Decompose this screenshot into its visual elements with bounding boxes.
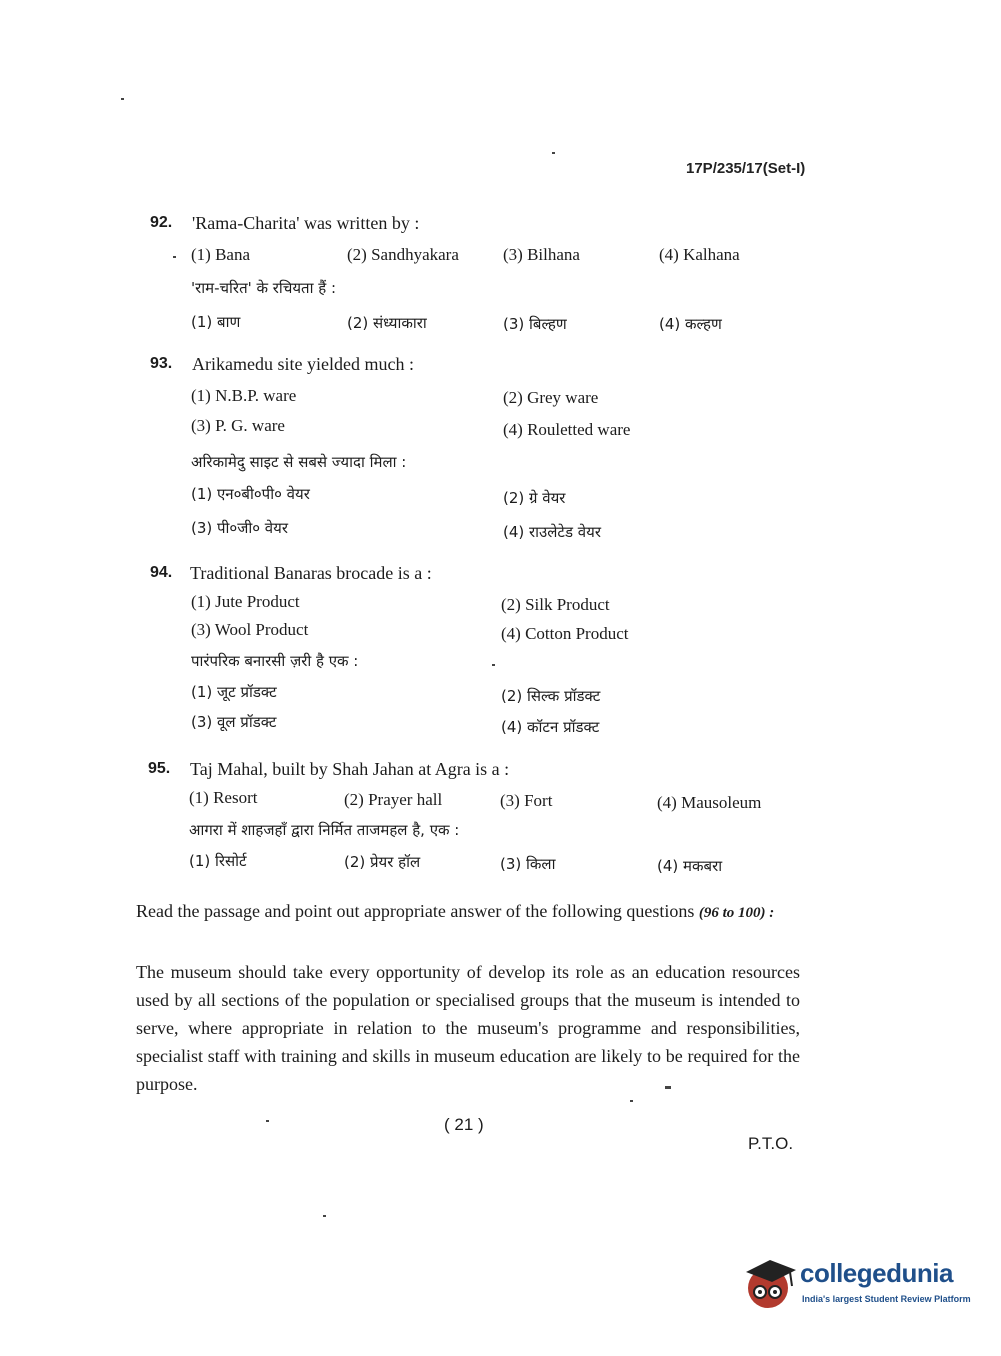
passage-question-range: (96 to 100) : [698, 905, 775, 921]
scan-speck [173, 256, 176, 258]
option-4: (4) Mausoleum [657, 793, 762, 812]
question-text: Traditional Banaras brocade is a : [190, 563, 432, 583]
hindi-question-text: 'राम-चरित' के रचियता हैं : [191, 279, 337, 297]
question-text: Arikamedu site yielded much : [192, 354, 414, 374]
scan-speck [665, 1086, 671, 1089]
paper-code: 17P/235/17(Set-I) [686, 160, 806, 177]
logo-brand: collegedunia [800, 1258, 953, 1288]
scan-speck [323, 1215, 326, 1217]
option-3: (3) Fort [500, 791, 553, 810]
hindi-option-4: (4) कल्हण [659, 315, 722, 333]
hindi-option-2: (2) संध्याकारा [347, 314, 427, 332]
scan-speck [266, 1120, 269, 1122]
option-2: (2) Silk Product [501, 595, 610, 614]
option-2: (2) Prayer hall [344, 790, 443, 809]
hindi-option-1: (1) एन०बी०पी० वेयर [191, 485, 310, 503]
passage-instruction [136, 898, 804, 926]
option-3: (3) Bilhana [503, 245, 580, 264]
option-4: (4) Kalhana [659, 245, 740, 264]
option-3: (3) Wool Product [191, 620, 309, 639]
option-1: (1) Bana [191, 245, 251, 264]
hindi-option-1: (1) बाण [191, 313, 241, 331]
scan-speck [630, 1100, 633, 1102]
option-1: (1) Jute Product [191, 592, 300, 611]
hindi-option-2: (2) ग्रे वेयर [503, 489, 566, 507]
option-4: (4) Cotton Product [501, 624, 629, 643]
option-1: (1) Resort [189, 788, 258, 807]
scan-speck [552, 152, 555, 154]
hindi-option-3: (3) पी०जी० वेयर [191, 519, 288, 537]
hindi-question-text: अरिकामेदु साइट से सबसे ज्यादा मिला : [191, 453, 407, 471]
passage-instruction-text: Read the passage and point out appropriate answer of the following questions [136, 901, 695, 921]
question-text: 'Rama-Charita' was written by : [192, 213, 420, 233]
hindi-option-3: (3) किला [500, 855, 556, 873]
option-2: (2) Grey ware [503, 388, 599, 407]
option-1: (1) N.B.P. ware [191, 386, 297, 405]
mascot-icon [742, 1252, 798, 1312]
hindi-option-1: (1) रिसोर्ट [189, 852, 247, 870]
logo-tagline: India's largest Student Review Platform [802, 1294, 971, 1304]
question-number: 95. [148, 760, 171, 777]
hindi-question-text: आगरा में शाहजहाँ द्वारा निर्मित ताजमहल है, एक : [189, 821, 460, 839]
hindi-option-1: (1) जूट प्रॉडक्ट [191, 683, 277, 701]
question-number: 94. [150, 564, 173, 581]
page-number: ( 21 ) [444, 1115, 484, 1134]
option-4: (4) Rouletted ware [503, 420, 631, 439]
scan-speck [492, 664, 495, 666]
hindi-option-2: (2) सिल्क प्रॉडक्ट [501, 687, 601, 705]
collegedunia-logo [742, 1252, 972, 1312]
option-3: (3) P. G. ware [191, 416, 285, 435]
scan-speck [121, 98, 124, 100]
hindi-option-3: (3) बिल्हण [503, 315, 567, 333]
hindi-option-4: (4) कॉटन प्रॉडक्ट [501, 718, 600, 736]
passage-text: The museum should take every opportunity of develop its role as an education resources used by all sections of the population or specialised groups that the museum is intended to serve, where appropriate in relation to the museum's programme and responsibilities, specialist staff with training and skills in museum education are likely to be required for the purpose. [136, 962, 800, 1094]
hindi-option-2: (2) प्रेयर हॉल [344, 853, 421, 871]
question-text: Taj Mahal, built by Shah Jahan at Agra is a : [190, 759, 510, 779]
question-number: 92. [150, 214, 173, 231]
hindi-question-text: पारंपरिक बनारसी ज़री है एक : [191, 652, 359, 670]
hindi-option-4: (4) राउलेटेड वेयर [503, 523, 601, 541]
hindi-option-3: (3) वूल प्रॉडक्ट [191, 713, 277, 731]
pto-label: P.T.O. [748, 1134, 794, 1153]
hindi-option-4: (4) मकबरा [657, 857, 723, 875]
option-2: (2) Sandhyakara [347, 245, 459, 264]
question-number: 93. [150, 355, 173, 372]
